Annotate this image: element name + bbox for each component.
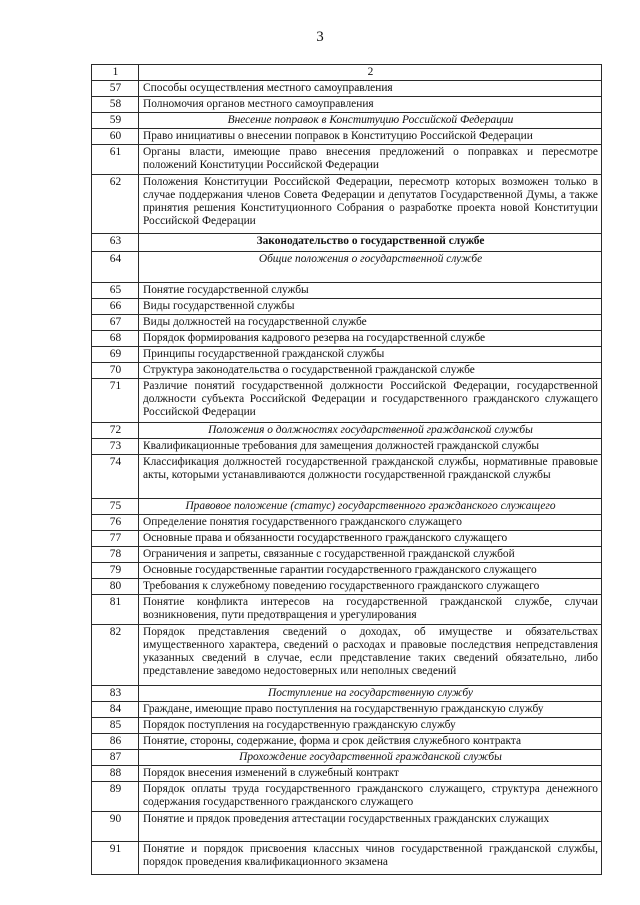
row-text — [139, 175, 602, 234]
row-text — [139, 625, 602, 686]
row-number: 60 — [92, 129, 139, 145]
row-number: 68 — [92, 331, 139, 347]
row-text-content: Классификация должностей государственной гражданской службы, нормативные правовые акты, которыми устанавливаются должности государственной гражданской службы — [143, 456, 598, 481]
row-number: 76 — [92, 515, 139, 531]
row-number: 71 — [92, 379, 139, 423]
row-text-content: Понятие и прядок проведения аттестации государственных гражданских служащих — [143, 813, 550, 825]
row-text-content: Законодательство о государственной службе — [256, 235, 485, 247]
row-text-content: Ограничения и запреты, связанные с государственной гражданской службой — [143, 548, 515, 560]
row-text — [139, 563, 602, 579]
row-number: 61 — [92, 145, 139, 175]
row-number: 77 — [92, 531, 139, 547]
questions-table — [91, 64, 602, 875]
row-text-content: Понятие государственной службы — [143, 284, 309, 296]
row-number: 65 — [92, 283, 139, 299]
table-row — [92, 97, 602, 113]
row-text — [139, 782, 602, 812]
table-row — [92, 315, 602, 331]
row-number: 91 — [92, 842, 139, 875]
row-number: 83 — [92, 686, 139, 702]
row-text-content: Понятие, стороны, содержание, форма и срок действия служебного контракта — [143, 735, 522, 747]
row-number: 70 — [92, 363, 139, 379]
row-number: 69 — [92, 347, 139, 363]
row-text — [139, 595, 602, 625]
row-text-content: Виды государственной службы — [143, 300, 295, 312]
row-number: 88 — [92, 766, 139, 782]
row-text — [139, 750, 602, 766]
row-text-content: Порядок поступления на государственную гражданскую службу — [143, 719, 456, 731]
table-row — [92, 175, 602, 234]
table-header-row — [92, 65, 602, 81]
row-text — [139, 499, 602, 515]
table-row — [92, 734, 602, 750]
row-number: 80 — [92, 579, 139, 595]
table-row — [92, 129, 602, 145]
row-text — [139, 686, 602, 702]
table-row — [92, 423, 602, 439]
row-text — [139, 315, 602, 331]
row-text-content: Порядок внесения изменений в служебный контракт — [143, 767, 399, 779]
row-text — [139, 531, 602, 547]
row-text — [139, 812, 602, 842]
row-text — [139, 547, 602, 563]
row-text-content: Требования к служебному поведению государственного гражданского служащего — [143, 580, 540, 592]
blank-space — [143, 266, 598, 280]
row-number: 90 — [92, 812, 139, 842]
row-number: 64 — [92, 252, 139, 283]
row-text — [139, 299, 602, 315]
row-text-content: Порядок представления сведений о доходах, об имуществе и обязательствах имущественного характера, сведений о расходах и правовые последствия непредставления указанных сведений в случае, если представление таких сведений обязательно, либо представление заведомо недостоверных или неполных сведений — [143, 626, 598, 677]
row-text — [139, 718, 602, 734]
row-number: 73 — [92, 439, 139, 455]
table-row — [92, 499, 602, 515]
row-text-content: Структура законодательства о государственной гражданской службе — [143, 364, 475, 376]
row-text-content: Принципы государственной гражданской службы — [143, 348, 385, 360]
row-number: 84 — [92, 702, 139, 718]
table-row — [92, 563, 602, 579]
row-text-content: Положения о должностях государственной гражданской службы — [208, 424, 533, 436]
row-text — [139, 702, 602, 718]
row-text-content: Поступление на государственную службу — [268, 687, 473, 699]
row-text — [139, 331, 602, 347]
table-row — [92, 145, 602, 175]
table-row — [92, 766, 602, 782]
row-number: 58 — [92, 97, 139, 113]
table-row — [92, 234, 602, 252]
table-row — [92, 547, 602, 563]
row-text — [139, 234, 602, 252]
header-cell-number: 1 — [92, 65, 139, 81]
row-text-content: Органы власти, имеющие право внесения предложений о поправках и пересмотре положений Конституции Российской Федерации — [143, 146, 598, 171]
table-row — [92, 595, 602, 625]
table-row — [92, 531, 602, 547]
row-text-content: Внесение поправок в Конституцию Российской Федерации — [227, 114, 514, 126]
table-row — [92, 455, 602, 499]
table-row — [92, 252, 602, 283]
row-number: 63 — [92, 234, 139, 252]
table-row — [92, 347, 602, 363]
table-row — [92, 579, 602, 595]
row-text-content: Общие положения о государственной службе — [258, 253, 483, 265]
row-number: 57 — [92, 81, 139, 97]
questions-table-body — [92, 65, 602, 875]
row-text — [139, 363, 602, 379]
row-text — [139, 97, 602, 113]
table-row — [92, 379, 602, 423]
row-number: 81 — [92, 595, 139, 625]
row-text — [139, 283, 602, 299]
table-row — [92, 718, 602, 734]
row-text-content: Правовое положение (статус) государственного гражданского служащего — [185, 500, 556, 512]
row-number: 62 — [92, 175, 139, 234]
row-text — [139, 252, 602, 283]
table-row — [92, 81, 602, 97]
row-number: 75 — [92, 499, 139, 515]
table-row — [92, 331, 602, 347]
row-number: 59 — [92, 113, 139, 129]
row-text-content: Граждане, имеющие право поступления на государственную гражданскую службу — [143, 703, 544, 715]
row-text-content: Порядок оплаты труда государственного гражданского служащего, структура денежного содержания государственного гражданского служащего — [143, 783, 598, 808]
row-text-content: Понятие и порядок присвоения классных чинов государственной гражданской службы, порядок проведения квалификационного экзамена — [143, 843, 598, 868]
table-row — [92, 625, 602, 686]
table-row — [92, 113, 602, 129]
row-text-content: Право инициативы о внесении поправок в Конституцию Российской Федерации — [143, 130, 533, 142]
header-cell-text: 2 — [139, 65, 602, 81]
row-text-content: Способы осуществления местного самоуправления — [143, 82, 393, 94]
table-row — [92, 515, 602, 531]
row-text — [139, 81, 602, 97]
row-text — [139, 455, 602, 499]
row-number: 74 — [92, 455, 139, 499]
row-number: 67 — [92, 315, 139, 331]
row-number: 72 — [92, 423, 139, 439]
row-text-content: Основные государственные гарантии государственного гражданского служащего — [143, 564, 537, 576]
table-row — [92, 750, 602, 766]
row-text-content: Прохождение государственной гражданской службы — [239, 751, 502, 763]
row-text-content: Определение понятия государственного гражданского служащего — [143, 516, 462, 528]
row-text-content: Квалификационные требования для замещения должностей гражданской службы — [143, 440, 540, 452]
table-row — [92, 812, 602, 842]
table-row — [92, 283, 602, 299]
row-text — [139, 766, 602, 782]
row-text-content: Основные права и обязанности государственного гражданского служащего — [143, 532, 508, 544]
row-text-content: Полномочия органов местного самоуправления — [143, 98, 374, 110]
row-text — [139, 515, 602, 531]
row-text — [139, 734, 602, 750]
row-number: 85 — [92, 718, 139, 734]
row-number: 82 — [92, 625, 139, 686]
row-text — [139, 379, 602, 423]
row-text-content: Различие понятий государственной должности Российской Федерации, государственной должности субъекта Российской Федерации и государственного гражданского служащего Российской Федерации — [143, 380, 598, 418]
row-text — [139, 423, 602, 439]
row-text-content: Порядок формирования кадрового резерва на государственной службе — [143, 332, 486, 344]
row-text — [139, 579, 602, 595]
row-text-content: Виды должностей на государственной службе — [143, 316, 367, 328]
row-text — [139, 439, 602, 455]
table-row — [92, 782, 602, 812]
row-text — [139, 347, 602, 363]
row-text-content: Положения Конституции Российской Федерации, пересмотр которых возможен только в случае поддержания членов Совета Федерации и депутатов Государственной Думы, а также принятия решения Конституционного Собрания о разработке проекта новой Конституции Российской Федерации — [143, 176, 598, 227]
table-row — [92, 363, 602, 379]
row-text-content: Понятие конфликта интересов на государственной гражданской службе, случаи возникновения, пути предотвращения и урегулирования — [143, 596, 598, 621]
table-row — [92, 299, 602, 315]
row-number: 66 — [92, 299, 139, 315]
row-number: 89 — [92, 782, 139, 812]
row-text — [139, 113, 602, 129]
table-row — [92, 702, 602, 718]
row-number: 86 — [92, 734, 139, 750]
row-number: 87 — [92, 750, 139, 766]
row-text — [139, 129, 602, 145]
row-text — [139, 842, 602, 875]
table-row — [92, 686, 602, 702]
table-row — [92, 439, 602, 455]
table-row — [92, 842, 602, 875]
row-number: 78 — [92, 547, 139, 563]
row-text — [139, 145, 602, 175]
page-number: 3 — [316, 29, 324, 45]
row-number: 79 — [92, 563, 139, 579]
